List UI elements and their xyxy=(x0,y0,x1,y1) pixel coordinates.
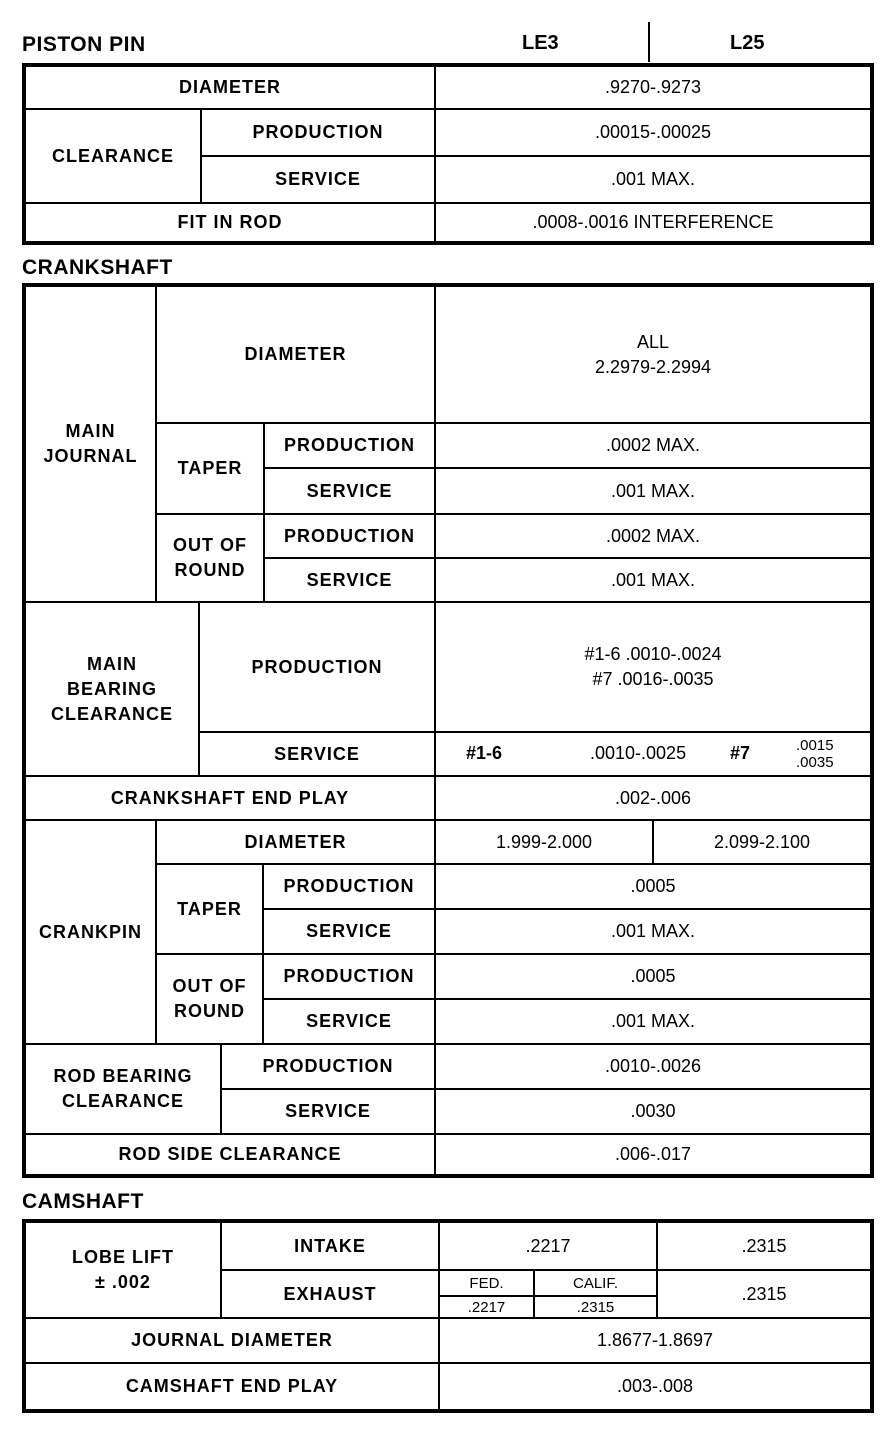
cp-out-of-round-label: OUT OF ROUND xyxy=(156,954,263,1044)
intake-l25-value: .2315 xyxy=(657,1222,871,1270)
mj-oor-production-value: .0002 MAX. xyxy=(435,514,871,558)
column-header-le3: LE3 xyxy=(522,32,559,54)
exhaust-fed-label: FED. xyxy=(439,1270,534,1296)
mj-out-of-round-label: OUT OF ROUND xyxy=(156,514,264,602)
piston-pin-table xyxy=(22,63,874,245)
crankpin-label: CRANKPIN xyxy=(25,820,156,1044)
cp-diameter-l25: 2.099-2.100 xyxy=(653,820,871,864)
cp-diameter-le3: 1.999-2.000 xyxy=(435,820,653,864)
lobe-lift-label: LOBE LIFT ± .002 xyxy=(25,1222,221,1318)
journal-diameter-value: 1.8677-1.8697 xyxy=(439,1318,871,1363)
rb-service-value: .0030 xyxy=(435,1089,871,1134)
exhaust-calif-value: .2315 xyxy=(534,1296,657,1318)
mj-taper-label: TAPER xyxy=(156,423,264,514)
camshaft-end-play-label: CAMSHAFT END PLAY xyxy=(25,1363,439,1410)
rod-bearing-clearance-label: ROD BEARING CLEARANCE xyxy=(25,1044,221,1134)
exhaust-calif-label: CALIF. xyxy=(534,1270,657,1296)
rod-side-clearance-value: .006-.017 xyxy=(435,1134,871,1175)
cp-diameter-label: DIAMETER xyxy=(156,820,435,864)
pp-diameter-value: .9270-.9273 xyxy=(435,66,871,109)
piston-pin-heading: PISTON PIN xyxy=(22,33,146,56)
mj-oor-production-label: PRODUCTION xyxy=(264,514,435,558)
exhaust-fed-value: .2217 xyxy=(439,1296,534,1318)
rod-side-clearance-label: ROD SIDE CLEARANCE xyxy=(25,1134,435,1175)
crankshaft-end-play-value: .002-.006 xyxy=(435,776,871,820)
camshaft-end-play-value: .003-.008 xyxy=(439,1363,871,1410)
pp-clearance-label: CLEARANCE xyxy=(25,109,201,203)
mj-taper-service-label: SERVICE xyxy=(264,468,435,514)
cp-oor-service-label: SERVICE xyxy=(263,999,435,1044)
mj-oor-service-label: SERVICE xyxy=(264,558,435,602)
main-journal-label: MAIN JOURNAL xyxy=(25,286,156,602)
pp-production-label: PRODUCTION xyxy=(201,109,435,156)
crankshaft-heading: CRANKSHAFT xyxy=(22,256,173,279)
cp-taper-label: TAPER xyxy=(156,864,263,954)
mb-service-label: SERVICE xyxy=(199,732,435,776)
cp-taper-service-value: .001 MAX. xyxy=(435,909,871,954)
crankshaft-table xyxy=(22,283,874,1178)
mb-service-values xyxy=(435,732,871,776)
main-bearing-clearance-label: MAIN BEARING CLEARANCE xyxy=(25,602,199,776)
pp-fit-label: FIT IN ROD xyxy=(25,203,435,242)
mj-diameter-value: ALL 2.2979-2.2994 xyxy=(435,286,871,423)
mb-service-journal-7: #7 xyxy=(730,743,751,763)
rb-production-value: .0010-.0026 xyxy=(435,1044,871,1089)
mj-taper-production-value: .0002 MAX. xyxy=(435,423,871,468)
exhaust-label: EXHAUST xyxy=(221,1270,439,1318)
cp-taper-production-value: .0005 xyxy=(435,864,871,909)
column-header-l25: L25 xyxy=(730,32,765,54)
exhaust-l25-value: .2315 xyxy=(657,1270,871,1318)
rb-production-label: PRODUCTION xyxy=(221,1044,435,1089)
mj-taper-production-label: PRODUCTION xyxy=(264,423,435,468)
journal-diameter-label: JOURNAL DIAMETER xyxy=(25,1318,439,1363)
pp-diameter-label: DIAMETER xyxy=(25,66,435,109)
cp-taper-production-label: PRODUCTION xyxy=(263,864,435,909)
pp-fit-value: .0008-.0016 INTERFERENCE xyxy=(435,203,871,242)
cp-oor-production-label: PRODUCTION xyxy=(263,954,435,999)
column-divider xyxy=(648,22,650,62)
cp-oor-service-value: .001 MAX. xyxy=(435,999,871,1044)
cp-oor-production-value: .0005 xyxy=(435,954,871,999)
rb-service-label: SERVICE xyxy=(221,1089,435,1134)
intake-label: INTAKE xyxy=(221,1222,439,1270)
mj-taper-service-value: .001 MAX. xyxy=(435,468,871,514)
camshaft-heading: CAMSHAFT xyxy=(22,1190,144,1213)
mj-oor-service-value: .001 MAX. xyxy=(435,558,871,602)
pp-service-value: .001 MAX. xyxy=(435,156,871,203)
mj-diameter-label: DIAMETER xyxy=(156,286,435,423)
mb-service-range-1-6: .0010-.0025 xyxy=(590,743,687,763)
intake-le3-value: .2217 xyxy=(439,1222,657,1270)
crankshaft-end-play-label: CRANKSHAFT END PLAY xyxy=(25,776,435,820)
mb-service-range-7: .0015 .0035 xyxy=(796,737,834,771)
camshaft-table xyxy=(22,1219,874,1413)
mb-production-label: PRODUCTION xyxy=(199,602,435,732)
mb-production-value: #1-6 .0010-.0024 #7 .0016-.0035 xyxy=(435,602,871,732)
cp-taper-service-label: SERVICE xyxy=(263,909,435,954)
mb-service-journals-1-6: #1-6 xyxy=(466,743,503,763)
pp-production-value: .00015-.00025 xyxy=(435,109,871,156)
pp-service-label: SERVICE xyxy=(201,156,435,203)
